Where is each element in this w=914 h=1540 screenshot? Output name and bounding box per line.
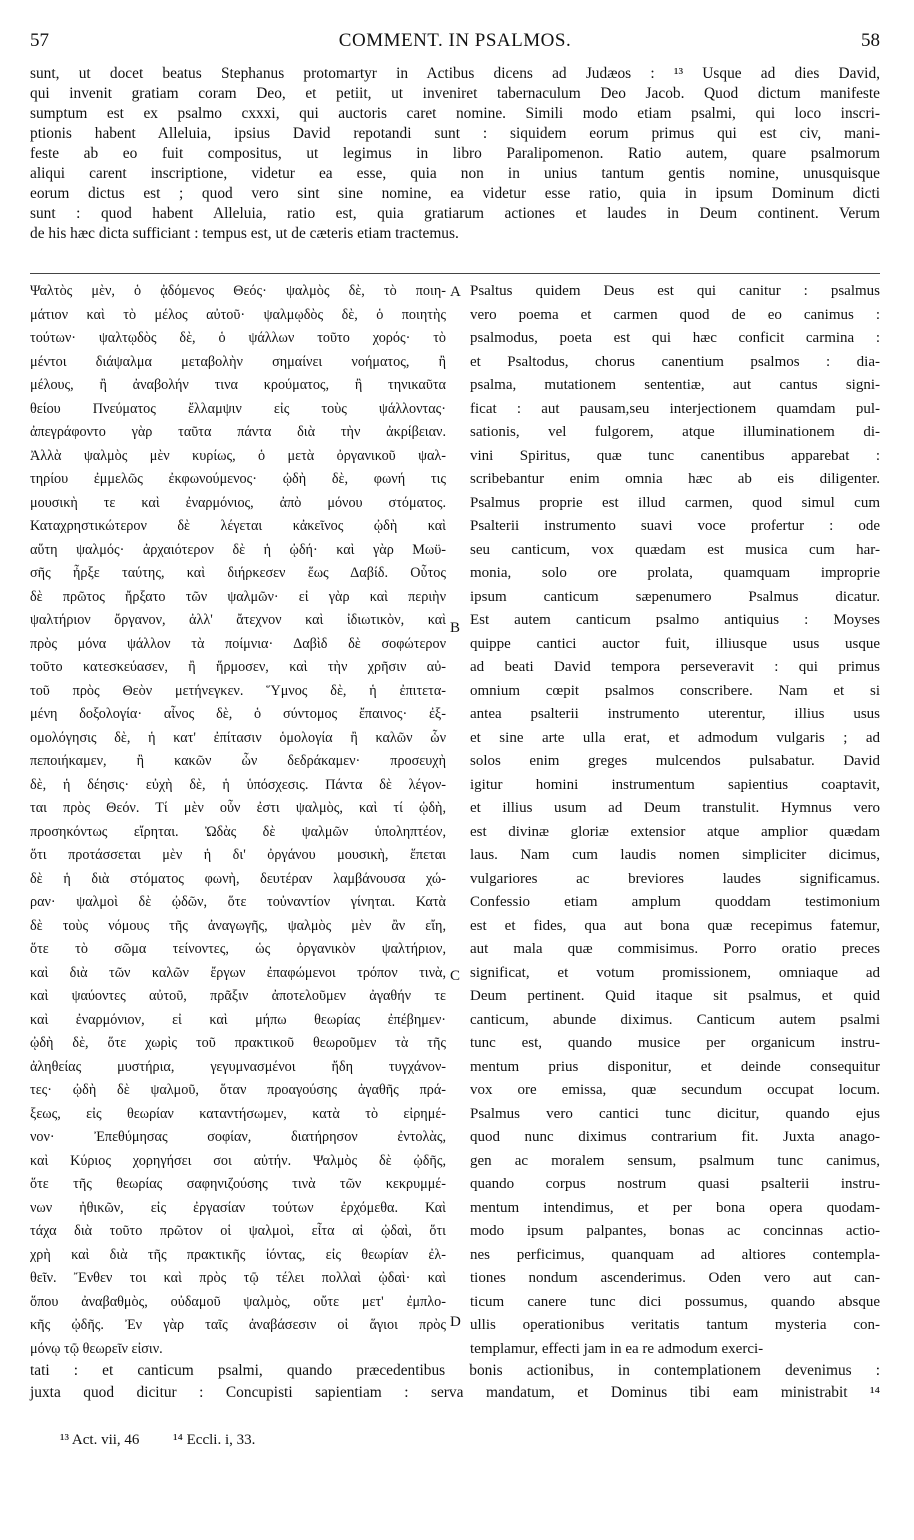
greek-text-line: Ἀλλὰ ψαλμὸς μὲν κυρίως, ὁ μετὰ ὀργανικοῦ ψαλ- — [30, 447, 446, 464]
latin-text-line: quando corpus nostrum quasi psalterii instru- — [470, 1176, 880, 1192]
text-line: de his hæc dicta sufficiant : tempus est, ut de cæteris etiam tractemus. — [30, 225, 459, 242]
greek-text-line: ὅπου ἀναβαθμὸς, οὐδαμοῦ ψαλμὸς, οὔτε μετ' ἐμπλο- — [30, 1293, 446, 1310]
greek-text-line: τοῦτο κατεσκεύασεν, ἢ ἥρμοσεν, καὶ τὴν χρῆσιν αὐ- — [30, 659, 446, 675]
greek-text-line: μέντοι διάψαλμα μεταβολὴν σημαίνει νοήματος, ἢ — [30, 353, 446, 370]
greek-text-line: ἀληθείας μυστήρια, γεγυμνασμένοι ἤδη τυγχάνον- — [30, 1058, 446, 1075]
latin-text-line: modo ipsum palpantes, bonas ac concinnas actio- — [470, 1223, 880, 1239]
latin-text-line: omnium cœpit psalmos conscribere. Nam et si — [470, 682, 880, 699]
greek-text-line: τηρίου ἐμμελῶς ἐκφωνούμενος· ᾠδὴ δὲ, φωνή τις — [30, 471, 446, 487]
latin-text-line: nes perficimus, quanquam ad altiores contempla- — [470, 1246, 880, 1263]
greek-column — [30, 280, 446, 1361]
text-line: ptionis habent Alleluia, ipsius David repotandi sunt : siquidem eorum primus qui est civ, mani- — [30, 125, 880, 142]
section-divider — [30, 273, 880, 274]
latin-text-line: gen ac moralem sensum, psalmum tunc canimus, — [470, 1152, 880, 1169]
greek-text-line: πρὸς μόνα ψάλλον τὰ ποίμνια· Δαβὶδ δὲ σοφώτερον — [30, 635, 446, 652]
greek-text-line: ὅτε τὸ σῶμα τείνοντες, ὡς ὀργανικὸν ψαλτήριον, — [30, 941, 446, 957]
latin-text-line: est et fides, qua aut bona quæ recepimus fatemur, — [470, 917, 880, 934]
greek-text-line: αὕτη ψαλμός· ἀρχαιότερον δὲ ἡ ᾠδή· καὶ γὰρ Μωϋ- — [30, 541, 446, 558]
greek-text-line: χρὴ καὶ διὰ τῆς πρακτικῆς ἰόντας, εἰς θεωρίαν ἐλ- — [30, 1246, 446, 1263]
latin-column — [470, 280, 880, 1361]
latin-text-line: aut mala quæ commisimus. Porro oratio preces — [470, 941, 880, 957]
greek-text-line: ψαλτήριον ὄργανον, ἀλλ' ἄτεχνον καὶ ἰδιωτικὸν, καὶ — [30, 612, 446, 628]
latin-text-line: Deum pertinent. Quid itaque sit psalmus, et quid — [470, 988, 880, 1004]
greek-text-line: νων ἠθικῶν, εἰς ἐργασίαν τούτων ἐρχόμεθα. Καὶ — [30, 1199, 446, 1216]
greek-text-line: τες· ᾠδὴ δὲ ψαλμοῦ, ὅταν προαγούσης ἀγαθῆς πρά- — [30, 1082, 446, 1098]
latin-text-line: et Psaltodus, chorus canentium psalmos : dia- — [470, 353, 880, 370]
latin-text-line: ticum canere tunc dici possumus, quando absque — [470, 1293, 880, 1310]
latin-text-line: et sine arte ulla erat, et admodum vulgaris ; ad — [470, 729, 880, 746]
greek-text-line: καὶ διὰ τῶν καλῶν ἔργων ἐπαφώμενοι τρόπον τινὰ, — [30, 964, 446, 981]
latin-text-line: vini Spiritus, quæ tunc canentibus apparebat : — [470, 447, 880, 464]
latin-text-line: igitur homini instrumentum sapientius coaptavit, — [470, 776, 880, 793]
greek-text-line: προσηκόντως εἴρηται. Ὠδὰς δὲ ψαλμῶν ὑποληπτέον, — [30, 823, 446, 840]
text-line: aliqui carent inscriptione, videtur ea esse, quia non in unius tantum gentis nomine, unusquisque — [30, 165, 880, 182]
greek-text-line: πεποιήκαμεν, ἢ κακῶν ὧν δεδράκαμεν· προσευχὴ — [30, 753, 446, 769]
latin-text-line: significat, et votum promissionem, omniaque ad — [470, 964, 880, 981]
page-number-left: 57 — [30, 30, 49, 51]
latin-text-line: psalmodus, poeta est qui hæc conficit carmina : — [470, 330, 880, 346]
footnotes — [60, 1432, 285, 1449]
latin-text-line: ullis operationibus veritatis tantum mysteria con- — [470, 1317, 880, 1333]
greek-text-line: καὶ ἐναρμόνιον, εἰ καὶ μήπω θεωρίας ἐπέβημεν· — [30, 1011, 446, 1028]
greek-text-line: τοῦ πρὸς Θεὸν μετήνεγκεν. Ὕμνος δὲ, ἡ ἐπιτετα- — [30, 682, 446, 699]
latin-text-line: sationis, vel fulgorem, atque illuminationem di- — [470, 424, 880, 440]
running-title: COMMENT. IN PSALMOS. — [338, 30, 572, 51]
greek-text-line: μουσικὴ τε καὶ ἐναρμόνιος, ἀπὸ μόνου στόματος. — [30, 494, 446, 511]
greek-text-line: δὲ, ἡ δέησις· εὐχὴ δὲ, ἡ ὑπόσχεσις. Πάντα δὲ λέγον- — [30, 776, 446, 793]
latin-text-line: Psaltus quidem Deus est qui canitur : psalmus — [470, 283, 880, 299]
latin-text-line: vero poema et carmen quod de eo canimus : — [470, 306, 880, 323]
latin-text-line: solos enim greges mulcendos pulsabatur. David — [470, 753, 880, 769]
text-line: feste ab eo fuit compositus, ut legimus in libro Paralipomenon. Ratio autem, quare psalmorum — [30, 145, 880, 162]
introductory-paragraph — [30, 64, 880, 244]
latin-text-line: quippe cantici auctor fuit, illiusque usus usque — [470, 635, 880, 652]
greek-text-line: Καταχρηστικώτερον δὲ λέγεται κἀκεῖνος ᾠδὴ καὶ — [30, 518, 446, 534]
footnote-13: ¹³ Act. vii, 46 — [60, 1432, 140, 1448]
latin-text-line: templamur, effecti jam in ea re admodum exerci- — [470, 1340, 764, 1357]
latin-text-line: vulgariores ac breviores laudes significamus. — [470, 870, 880, 887]
latin-text-line: seu canticum, vox quædam est musica cum har- — [470, 541, 880, 558]
text-line: sunt : quod habent Alleluia, ratio est, quia gratiarum actiones et laudes in Deum continent. Verum — [30, 205, 880, 222]
greek-text-line: Ψαλτὸς μὲν, ὁ ᾀδόμενος Θεός· ψαλμὸς δὲ, τὸ ποιη- — [30, 283, 446, 299]
latin-text-line: laus. Nam cum laudis nomen simpliciter dicimus, — [470, 847, 880, 863]
greek-text-line: θεῖν. Ἔνθεν τοι καὶ πρὸς τῷ τέλει πολλαὶ ᾠδαὶ· καὶ — [30, 1270, 446, 1286]
latin-text-line: tiones nondum ascenderimus. Oden vero aut can- — [470, 1270, 880, 1286]
greek-text-line: νον· Ἐπεθύμησας σοφίαν, διατήρησον ἐντολὰς, — [30, 1129, 446, 1145]
latin-text-line: mentum prius disponitur, et deinde consequitur — [470, 1058, 880, 1075]
greek-text-line: μένη δοξολογία· αἶνος δὲ, ὁ σύντομος ἔπαινος· ἐξ- — [30, 706, 446, 722]
latin-text-line: Psalmus vero cantici tunc dicitur, quando ejus — [470, 1105, 880, 1122]
margin-letter-d: D — [450, 1314, 461, 1330]
latin-text-line: canticum, abunde diximus. Canticum autem psalmi — [470, 1011, 880, 1028]
greek-text-line: δὲ τοὺς νόμους τῆς ἀναγωγῆς, ψαλμὸς μὲν ἂν εἴη, — [30, 917, 446, 934]
greek-text-line: ὅτε τῆς θεωρίας σαφηνιζούσης τινὰ τῶν κεκρυμμέ- — [30, 1176, 446, 1192]
latin-text-line: est divinæ gloriæ extensior atque amplior quædam — [470, 823, 880, 840]
greek-text-line: καὶ Κύριος χορηγήσει σοι αὐτήν. Ψαλμὸς δὲ ᾠδῆς, — [30, 1152, 446, 1169]
text-line: sunt, ut docet beatus Stephanus protomartyr in Actibus dicens ad Judæos : ¹³ Usque ad dies David, — [30, 65, 880, 82]
greek-text-line: ξεως, εἰς θεωρίαν καταντήσωμεν, κατὰ τὸ εἰρημέ- — [30, 1105, 446, 1122]
latin-text-line: Psalmus proprie est illud carmen, quod simul cum — [470, 494, 880, 511]
latin-text-line: Confessio etiam amplum quoddam testimonium — [470, 894, 880, 910]
latin-text-line: mentum intendimus, et per bona opera quodam- — [470, 1199, 880, 1216]
greek-text-line: μόνῳ τῷ θεωρεῖν εἰσιν. — [30, 1340, 163, 1357]
greek-text-line: μέλους, ἢ ἀναβολήν τινα κρούματος, ἢ τηνικαῦτα — [30, 377, 446, 393]
greek-text-line: μάτιον καὶ τὸ μέλος αὐτοῦ· ψαλμῳδὸς δὲ, ὁ ποιητὴς — [30, 306, 446, 323]
margin-letter-b: B — [450, 620, 461, 636]
latin-text-line: et illius usum ad Deum transtulit. Hymnus vero — [470, 800, 880, 816]
greek-text-line: καὶ ψαύοντες αὐτοῦ, πρᾶξιν ἀποτελοῦμεν ἀγαθήν τε — [30, 988, 446, 1004]
latin-text-line: quod nunc diximus contrarium fit. Juxta anago- — [470, 1129, 880, 1145]
text-line: qui invenit gratiam coram Deo, et petiit, ut inveniret tabernaculum Deo Jacob. Quod dictum manifeste — [30, 85, 880, 102]
greek-text-line: ὅτι προτάσσεται μὲν ἡ δι' ὀργάνου μουσικὴ, ἕπεται — [30, 847, 446, 863]
latin-text-line: tunc est, quando musice per organicum instru- — [470, 1035, 880, 1051]
text-line: eorum dictus est ; quod vero sint sine nomine, ea videtur esse ratio, quia in ipsum Dominum dicti — [30, 185, 880, 202]
greek-text-line: ραν· ψαλμοὶ δὲ ᾠδῶν, ὅτε τοὐναντίον γίνηται. Κατὰ — [30, 894, 446, 910]
latin-text-line: monia, solo ore prolata, quamquam improprie — [470, 565, 880, 581]
margin-letters — [446, 280, 470, 1360]
greek-text-line: ται πρὸς Θεόν. Τί μὲν οὖν ἐστι ψαλμὸς, καὶ τί ᾠδὴ, — [30, 800, 446, 816]
closing-paragraph — [30, 1360, 880, 1404]
greek-text-line: ἀπεγράφοντο γὰρ ταῦτα πάντα διὰ τὴν ἀκρίβειαν. — [30, 424, 446, 440]
latin-text-line: scribebantur enim omnia hæc ab eis diligenter. — [470, 471, 880, 487]
latin-text-line: vox ore emissa, quæ secundum occupat locum. — [470, 1082, 880, 1098]
latin-text-line: Psalterii instrumento suavi voce profertur : ode — [470, 518, 880, 534]
greek-text-line: τάχα διὰ τοῦτο πρῶτον οἱ ψαλμοὶ, εἶτα αἱ ᾠδαὶ, ὅτι — [30, 1223, 446, 1239]
greek-text-line: θείου Πνεύματος ἔλλαμψιν εἰς τοὺς ψάλλοντας· — [30, 400, 446, 417]
greek-text-line: κῆς ᾠδῆς. Ἐν γὰρ ταῖς ἀναβάσεσιν οἱ ἅγιοι πρὸς — [30, 1317, 446, 1333]
latin-text-line: psalma, mutationem sententiæ, aut cantus signi- — [470, 377, 880, 393]
greek-text-line: τούτων· ψαλτῳδὸς δὲ, ὁ ψάλλων τοῦτο χορός· τὸ — [30, 330, 446, 346]
greek-text-line: ᾠδὴ δὲ, ὅτε χωρὶς τοῦ πρακτικοῦ θεωροῦμεν τὰ τῆς — [30, 1035, 446, 1051]
text-line: juxta quod dicitur : Concupisti sapientiam : serva mandatum, et Dominus tibi eam ministrabit ¹⁴ — [30, 1384, 880, 1401]
latin-text-line: ficat : aut pausam,seu interjectionem quamdam pul- — [470, 400, 880, 417]
text-line: sumptum est ex psalmo cxxxi, qui auctoris caret nomine. Simili modo etiam psalmi, qui loco inscri- — [30, 105, 880, 122]
greek-text-line: ομολόγησις δὲ, ἡ κατ' ἐπίτασιν ὁμολογία ἢ καλῶν ὧν — [30, 729, 446, 746]
latin-text-line: Est autem canticum psalmo antiquius : Moyses — [470, 612, 880, 628]
page-number-right: 58 — [861, 30, 880, 51]
margin-letter-c: C — [450, 968, 461, 984]
latin-text-line: ad beati David tempora perseveravit : qui primus — [470, 659, 880, 675]
page-header — [30, 30, 880, 62]
margin-letter-a: A — [450, 284, 461, 300]
greek-text-line: δὲ ἡ διὰ στόματος φωνὴ, δευτέραν λαμβάνουσα χώ- — [30, 870, 446, 887]
greek-text-line: σῆς ἦρξε ταύτης, καὶ διήρκεσεν ἕως Δαβίδ. Οὗτος — [30, 565, 446, 581]
footnote-14: ¹⁴ Eccli. i, 33. — [173, 1432, 256, 1448]
latin-text-line: antea psalterii instrumento uterentur, illius usus — [470, 706, 880, 722]
latin-text-line: ipsum canticum sæpenumero Psalmus dicatur. — [470, 588, 880, 605]
text-line: tati : et canticum psalmi, quando præcedentibus bonis actionibus, in contemplationem devenimus : — [30, 1362, 880, 1379]
greek-text-line: δὲ πρῶτος ἤρξατο τῶν ψαλμῶν· εἰ γὰρ καὶ περιὴν — [30, 588, 446, 605]
